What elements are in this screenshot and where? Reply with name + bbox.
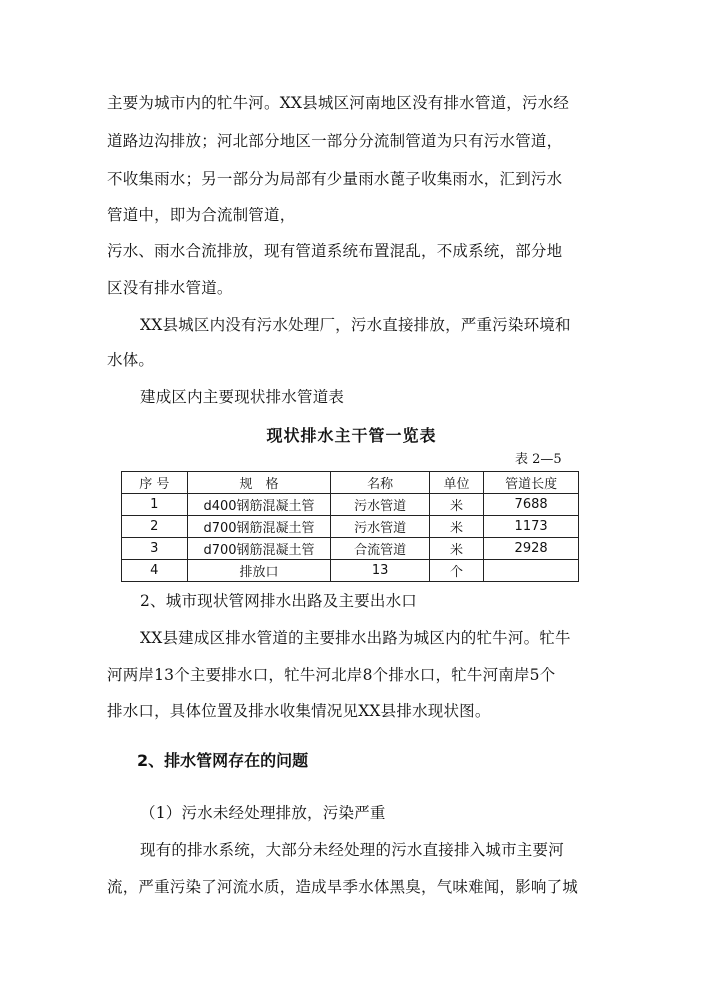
section-heading: 2、城市现状管网排水出路及主要出水口 — [140, 592, 417, 610]
cell-index: 1 — [122, 494, 188, 516]
table-header-row — [122, 472, 579, 494]
cell-unit: 个 — [429, 560, 483, 582]
header-name: 名称 — [331, 472, 429, 494]
cell-unit: 米 — [429, 494, 483, 516]
table-intro-text: 建成区内主要现状排水管道表 — [140, 388, 345, 406]
table-row — [122, 560, 579, 582]
cell-name: 污水管道 — [331, 516, 429, 538]
paragraph-line: 河两岸13个主要排水口，牤牛河北岸8个排水口，牤牛河南岸5个 — [107, 666, 556, 684]
subheading: （1）污水未经处理排放，污染严重 — [140, 804, 386, 822]
cell-spec: d700钢筋混凝土管 — [187, 538, 331, 560]
cell-length: 7688 — [484, 494, 579, 516]
cell-length: 2928 — [484, 538, 579, 560]
cell-unit: 米 — [429, 538, 483, 560]
cell-name: 污水管道 — [331, 494, 429, 516]
header-unit: 单位 — [429, 472, 483, 494]
cell-name: 合流管道 — [331, 538, 429, 560]
cell-unit: 米 — [429, 516, 483, 538]
paragraph-line: 道路边沟排放；河北部分地区一部分分流制管道为只有污水管道， — [107, 132, 563, 150]
header-index: 序 号 — [122, 472, 188, 494]
paragraph-line: 管道中，即为合流制管道， — [107, 206, 296, 224]
cell-spec: d400钢筋混凝土管 — [187, 494, 331, 516]
paragraph-line: XX县城区内没有污水处理厂，污水直接排放，严重污染环境和 — [140, 316, 571, 334]
paragraph-line: 水体。 — [107, 351, 155, 369]
cell-name: 13 — [331, 560, 429, 582]
table-title: 现状排水主干管一览表 — [266, 426, 437, 445]
table-row — [122, 494, 579, 516]
paragraph-line: 主要为城市内的牤牛河。XX县城区河南地区没有排水管道，污水经 — [107, 94, 570, 112]
header-spec: 规 格 — [187, 472, 331, 494]
cell-spec: d700钢筋混凝土管 — [187, 516, 331, 538]
pipe-table — [121, 471, 579, 582]
table-row — [122, 538, 579, 560]
cell-length — [484, 560, 579, 582]
paragraph-line: 排水口，具体位置及排水收集情况见XX县排水现状图。 — [107, 702, 491, 720]
cell-length: 1173 — [484, 516, 579, 538]
table-number: 表 2—5 — [515, 452, 562, 467]
cell-index: 3 — [122, 538, 188, 560]
table-row — [122, 516, 579, 538]
paragraph-line: 现有的排水系统，大部分未经处理的污水直接排入城市主要河 — [140, 841, 564, 859]
paragraph-line: 不收集雨水；另一部分为局部有少量雨水蓖子收集雨水，汇到污水 — [107, 170, 563, 188]
paragraph-line: 污水、雨水合流排放，现有管道系统布置混乱，不成系统，部分地 — [107, 242, 563, 260]
cell-spec: 排放口 — [187, 560, 331, 582]
paragraph-line: 区没有排水管道。 — [107, 279, 233, 297]
cell-index: 4 — [122, 560, 188, 582]
header-length: 管道长度 — [484, 472, 579, 494]
paragraph-line: XX县建成区排水管道的主要排水出路为城区内的牤牛河。牤牛 — [140, 629, 571, 647]
paragraph-line: 流，严重污染了河流水质，造成旱季水体黑臭，气味难闻，影响了城 — [107, 878, 579, 896]
cell-index: 2 — [122, 516, 188, 538]
section-heading: 2、排水管网存在的问题 — [137, 751, 309, 770]
